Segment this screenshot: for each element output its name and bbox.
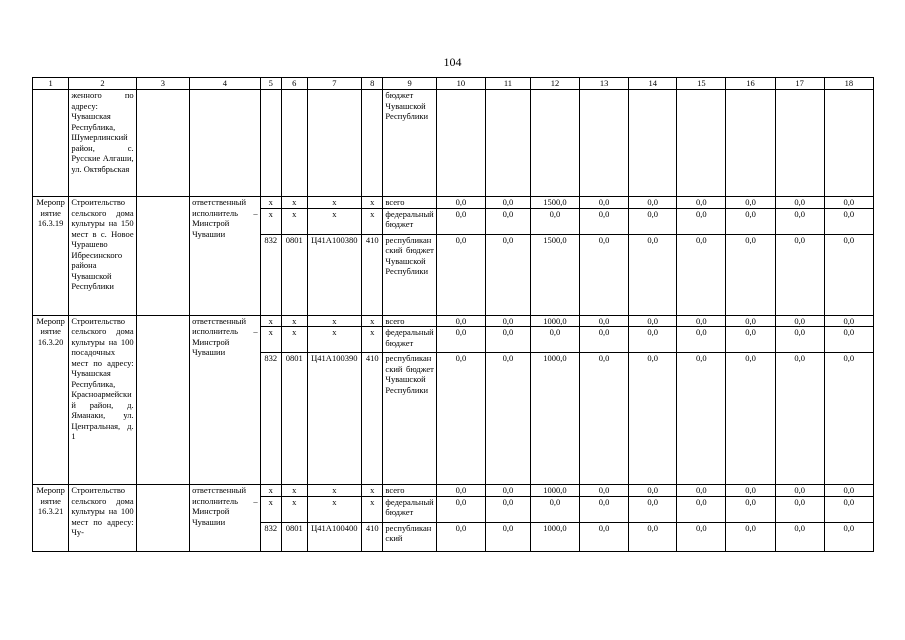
funding-source-cell: всего <box>383 315 436 327</box>
value-cell: 0,0 <box>775 327 824 353</box>
table-cell <box>726 90 775 197</box>
value-cell: 0,0 <box>824 315 873 327</box>
section-cell: x <box>281 208 307 234</box>
funding-source-cell: республиканский бюджет Чувашской Республики <box>383 353 436 485</box>
section-cell: x <box>281 485 307 497</box>
value-cell: 0,0 <box>677 496 726 522</box>
expense-type-cell: x <box>362 197 383 209</box>
value-cell: 0,0 <box>436 327 485 353</box>
table-cell <box>281 90 307 197</box>
value-cell: 0,0 <box>726 327 775 353</box>
expense-type-cell: x <box>362 496 383 522</box>
column-header: 5 <box>260 78 281 90</box>
value-cell: 0,0 <box>726 234 775 315</box>
value-cell: 0,0 <box>580 315 629 327</box>
empty-cell <box>136 485 189 552</box>
table-cell <box>190 90 261 197</box>
target-article-cell: x <box>307 208 361 234</box>
value-cell: 0,0 <box>677 353 726 485</box>
value-cell: 0,0 <box>486 353 531 485</box>
value-cell: 0,0 <box>486 315 531 327</box>
value-cell: 0,0 <box>726 353 775 485</box>
value-cell: 0,0 <box>580 234 629 315</box>
empty-cell <box>136 197 189 316</box>
expense-type-cell: 410 <box>362 353 383 485</box>
grbs-cell: x <box>260 208 281 234</box>
section-cell: x <box>281 197 307 209</box>
value-cell: 0,0 <box>677 197 726 209</box>
value-cell: 0,0 <box>629 234 677 315</box>
continuation-row <box>33 90 874 197</box>
value-cell: 0,0 <box>824 208 873 234</box>
target-article-cell: Ц41А100400 <box>307 522 361 551</box>
value-cell: 1000,0 <box>530 485 579 497</box>
grbs-cell: 832 <box>260 522 281 551</box>
column-header: 11 <box>486 78 531 90</box>
value-cell: 0,0 <box>629 522 677 551</box>
value-cell: 0,0 <box>775 234 824 315</box>
table-cell <box>362 90 383 197</box>
value-cell: 0,0 <box>486 234 531 315</box>
column-header: 12 <box>530 78 579 90</box>
value-cell: 0,0 <box>530 327 579 353</box>
section-cell: 0801 <box>281 234 307 315</box>
table-cell <box>677 90 726 197</box>
section-cell: x <box>281 315 307 327</box>
expense-type-cell: x <box>362 315 383 327</box>
executor-cell: ответственный исполнитель – Минстрой Чувашии <box>190 197 261 316</box>
table-cell <box>580 90 629 197</box>
funding-source-cell: республиканский бюджет Чувашской Республики <box>383 234 436 315</box>
expense-type-cell: 410 <box>362 234 383 315</box>
empty-cell <box>136 315 189 485</box>
executor-cell: ответственный исполнитель – Минстрой Чувашии <box>190 485 261 552</box>
value-cell: 0,0 <box>677 522 726 551</box>
program-table <box>32 77 874 552</box>
grbs-cell: x <box>260 315 281 327</box>
grbs-cell: x <box>260 327 281 353</box>
grbs-cell: 832 <box>260 353 281 485</box>
value-cell: 0,0 <box>580 496 629 522</box>
value-cell: 0,0 <box>486 327 531 353</box>
column-header: 10 <box>436 78 485 90</box>
value-cell: 0,0 <box>677 315 726 327</box>
value-cell: 0,0 <box>677 208 726 234</box>
grbs-cell: x <box>260 485 281 497</box>
value-cell: 0,0 <box>436 208 485 234</box>
value-cell: 1500,0 <box>530 197 579 209</box>
table-row <box>33 315 874 327</box>
expense-type-cell: x <box>362 208 383 234</box>
value-cell: 0,0 <box>436 197 485 209</box>
table-cell <box>530 90 579 197</box>
value-cell: 1000,0 <box>530 315 579 327</box>
value-cell: 0,0 <box>824 197 873 209</box>
column-header: 9 <box>383 78 436 90</box>
column-header: 18 <box>824 78 873 90</box>
executor-cell: ответственный исполнитель – Минстрой Чувашии <box>190 315 261 485</box>
table-cell <box>136 90 189 197</box>
value-cell: 0,0 <box>486 496 531 522</box>
table-row <box>33 485 874 497</box>
value-cell: 0,0 <box>486 485 531 497</box>
value-cell: 0,0 <box>629 315 677 327</box>
table-cell <box>824 90 873 197</box>
grbs-cell: x <box>260 496 281 522</box>
value-cell: 0,0 <box>775 315 824 327</box>
funding-source-cell: федеральный бюджет <box>383 208 436 234</box>
value-cell: 0,0 <box>775 353 824 485</box>
table-row <box>33 197 874 209</box>
event-name-cell: Строительство сельского дома культуры на 100 посадочных мест по адресу: Чувашская Республика, Красноармейский район, д. Яманаки, ул. Центральная, д. 1 <box>69 315 136 485</box>
funding-source-cell: федеральный бюджет <box>383 496 436 522</box>
section-cell: x <box>281 327 307 353</box>
value-cell: 0,0 <box>726 197 775 209</box>
target-article-cell: x <box>307 197 361 209</box>
value-cell: 0,0 <box>629 485 677 497</box>
value-cell: 0,0 <box>775 197 824 209</box>
value-cell: 0,0 <box>436 522 485 551</box>
value-cell: 0,0 <box>436 485 485 497</box>
value-cell: 0,0 <box>436 315 485 327</box>
value-cell: 0,0 <box>486 208 531 234</box>
value-cell: 0,0 <box>629 496 677 522</box>
column-header: 4 <box>190 78 261 90</box>
value-cell: 0,0 <box>824 327 873 353</box>
table-cell <box>436 90 485 197</box>
value-cell: 0,0 <box>677 327 726 353</box>
value-cell: 0,0 <box>629 197 677 209</box>
funding-source-cell: всего <box>383 197 436 209</box>
page-number: 104 <box>443 55 462 69</box>
table-cell <box>775 90 824 197</box>
funding-source-cell: республиканский <box>383 522 436 551</box>
funding-source-cell: федеральный бюджет <box>383 327 436 353</box>
event-name-cell: Строительство сельского дома культуры на 150 мест в с. Новое Чурашево Ибресинского района Чувашской Республики <box>69 197 136 316</box>
section-cell: x <box>281 496 307 522</box>
table-cell <box>629 90 677 197</box>
value-cell: 0,0 <box>580 522 629 551</box>
value-cell: 0,0 <box>726 485 775 497</box>
event-id-cell: Мероприятие 16.3.19 <box>33 197 69 316</box>
column-header: 17 <box>775 78 824 90</box>
funding-source-cell: всего <box>383 485 436 497</box>
value-cell: 0,0 <box>677 485 726 497</box>
value-cell: 0,0 <box>726 522 775 551</box>
value-cell: 1000,0 <box>530 522 579 551</box>
value-cell: 0,0 <box>436 496 485 522</box>
table-cell <box>33 90 69 197</box>
value-cell: 0,0 <box>580 208 629 234</box>
value-cell: 0,0 <box>824 522 873 551</box>
table-cell <box>486 90 531 197</box>
value-cell: 0,0 <box>775 522 824 551</box>
target-article-cell: Ц41А100380 <box>307 234 361 315</box>
column-header: 13 <box>580 78 629 90</box>
value-cell: 0,0 <box>726 315 775 327</box>
header-row <box>33 78 874 90</box>
target-article-cell: x <box>307 496 361 522</box>
column-header: 8 <box>362 78 383 90</box>
target-article-cell: Ц41А100390 <box>307 353 361 485</box>
value-cell: 0,0 <box>629 353 677 485</box>
value-cell: 0,0 <box>436 353 485 485</box>
column-header: 3 <box>136 78 189 90</box>
continuation-name-cell: женного по адресу: Чувашская Республика, Шумерлинский район, с. Русские Алгаши, ул. Октябрьская <box>69 90 136 197</box>
value-cell: 0,0 <box>726 496 775 522</box>
target-article-cell: x <box>307 327 361 353</box>
value-cell: 1500,0 <box>530 234 579 315</box>
column-header: 2 <box>69 78 136 90</box>
value-cell: 0,0 <box>580 485 629 497</box>
target-article-cell: x <box>307 485 361 497</box>
value-cell: 0,0 <box>824 234 873 315</box>
value-cell: 0,0 <box>775 208 824 234</box>
value-cell: 0,0 <box>530 208 579 234</box>
value-cell: 0,0 <box>486 522 531 551</box>
value-cell: 0,0 <box>824 353 873 485</box>
value-cell: 0,0 <box>824 485 873 497</box>
table-cell <box>307 90 361 197</box>
table-cell <box>260 90 281 197</box>
column-header: 7 <box>307 78 361 90</box>
column-header: 1 <box>33 78 69 90</box>
continuation-source-cell: бюджет Чувашской Республики <box>383 90 436 197</box>
value-cell: 1000,0 <box>530 353 579 485</box>
grbs-cell: x <box>260 197 281 209</box>
event-name-cell: Строительство сельского дома культуры на 100 мест по адресу: Чу- <box>69 485 136 552</box>
value-cell: 0,0 <box>726 208 775 234</box>
event-id-cell: Мероприятие 16.3.21 <box>33 485 69 552</box>
section-cell: 0801 <box>281 522 307 551</box>
value-cell: 0,0 <box>629 327 677 353</box>
value-cell: 0,0 <box>775 485 824 497</box>
value-cell: 0,0 <box>580 327 629 353</box>
expense-type-cell: x <box>362 485 383 497</box>
column-header: 16 <box>726 78 775 90</box>
grbs-cell: 832 <box>260 234 281 315</box>
value-cell: 0,0 <box>775 496 824 522</box>
value-cell: 0,0 <box>677 234 726 315</box>
expense-type-cell: x <box>362 327 383 353</box>
column-header: 14 <box>629 78 677 90</box>
value-cell: 0,0 <box>486 197 531 209</box>
value-cell: 0,0 <box>824 496 873 522</box>
value-cell: 0,0 <box>629 208 677 234</box>
value-cell: 0,0 <box>580 197 629 209</box>
target-article-cell: x <box>307 315 361 327</box>
event-id-cell: Мероприятие 16.3.20 <box>33 315 69 485</box>
section-cell: 0801 <box>281 353 307 485</box>
value-cell: 0,0 <box>436 234 485 315</box>
value-cell: 0,0 <box>530 496 579 522</box>
value-cell: 0,0 <box>580 353 629 485</box>
expense-type-cell: 410 <box>362 522 383 551</box>
column-header: 6 <box>281 78 307 90</box>
column-header: 15 <box>677 78 726 90</box>
